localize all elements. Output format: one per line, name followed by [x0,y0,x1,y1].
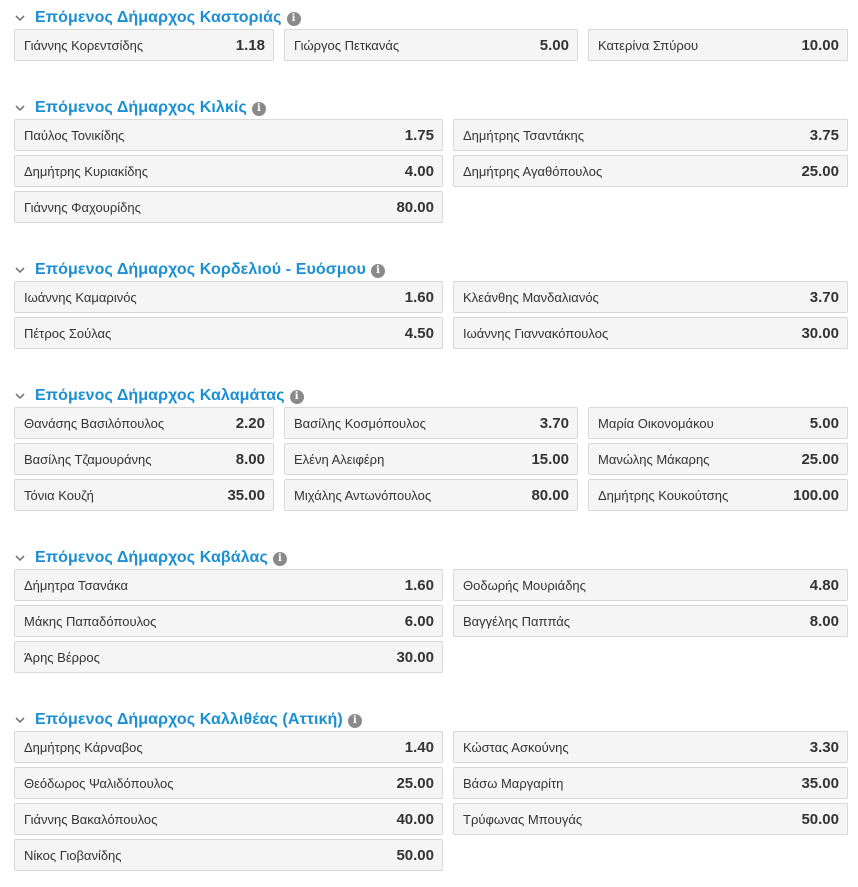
selection-button[interactable] [14,731,443,763]
selection-odds: 10.00 [801,36,839,54]
selection-odds: 3.70 [809,288,839,306]
selection-button[interactable] [14,29,274,61]
selection-name: Τόνια Κουζή [24,487,94,503]
selection-button[interactable] [284,443,578,475]
selection-name: Μαρία Οικονομάκου [598,415,714,431]
selection-button[interactable] [453,731,848,763]
selection-odds: 80.00 [396,198,434,216]
selection-name: Κατερίνα Σπύρου [598,37,699,53]
selection-odds: 30.00 [396,648,434,666]
selection-button[interactable] [14,443,274,475]
selection-odds: 15.00 [531,450,569,468]
selection-odds: 3.30 [809,738,839,756]
selection-button[interactable] [284,407,578,439]
selection-name: Κώστας Ασκούνης [463,739,569,755]
chevron-down-icon[interactable] [14,102,26,114]
selection-button[interactable] [453,803,848,835]
chevron-down-icon[interactable] [14,552,26,564]
selection-button[interactable] [14,605,443,637]
selection-button[interactable] [453,119,848,151]
chevron-down-icon[interactable] [14,714,26,726]
selection-odds: 25.00 [801,450,839,468]
selection-odds: 1.60 [404,576,434,594]
selection-button[interactable] [14,281,443,313]
market-header[interactable] [14,7,301,29]
selection-button[interactable] [588,479,848,511]
selection-button[interactable] [588,407,848,439]
selection-name: Άρης Βέρρος [24,649,100,665]
market-title: Επόμενος Δήμαρχος Καβάλας [35,549,268,566]
info-icon[interactable]: i [273,552,287,566]
selection-name: Μάκης Παπαδόπουλος [24,613,157,629]
selection-name: Ελένη Αλειφέρη [294,451,385,467]
market-title: Επόμενος Δήμαρχος Καλαμάτας [35,387,285,404]
market-title: Επόμενος Δήμαρχος Καστοριάς [35,9,282,26]
selection-button[interactable] [14,191,443,223]
selection-name: Δημήτρης Κουκούτσης [598,487,729,503]
selection-odds: 35.00 [227,486,265,504]
selection-odds: 50.00 [396,846,434,864]
info-icon[interactable]: i [371,264,385,278]
selection-odds: 30.00 [801,324,839,342]
selection-odds: 6.00 [404,612,434,630]
selection-button[interactable] [14,803,443,835]
selection-odds: 25.00 [396,774,434,792]
selection-button[interactable] [14,767,443,799]
selection-name: Δημήτρης Κάρναβος [24,739,143,755]
selection-odds: 100.00 [793,486,839,504]
selection-odds: 2.20 [235,414,265,432]
selection-odds: 80.00 [531,486,569,504]
chevron-down-icon[interactable] [14,264,26,276]
selection-button[interactable] [453,317,848,349]
selection-button[interactable] [14,317,443,349]
selection-name: Δημήτρης Αγαθόπουλος [463,163,603,179]
selection-button[interactable] [14,407,274,439]
selection-odds: 25.00 [801,162,839,180]
market-title: Επόμενος Δήμαρχος Κορδελιού - Ευόσμου [35,261,366,278]
selection-odds: 35.00 [801,774,839,792]
selection-odds: 4.00 [404,162,434,180]
selection-name: Γιάννης Βακαλόπουλος [24,811,158,827]
selection-button[interactable] [453,281,848,313]
selection-button[interactable] [453,155,848,187]
chevron-down-icon[interactable] [14,12,26,24]
selection-name: Μανώλης Μάκαρης [598,451,710,467]
info-icon[interactable]: i [348,714,362,728]
selection-odds: 40.00 [396,810,434,828]
selection-odds: 3.75 [809,126,839,144]
selection-name: Θεόδωρος Ψαλιδόπουλος [24,775,174,791]
selection-odds: 1.18 [235,36,265,54]
selection-odds: 4.80 [809,576,839,594]
selection-name: Γιώργος Πετκανάς [294,37,400,53]
selection-button[interactable] [588,443,848,475]
selection-name: Δημήτρης Κυριακίδης [24,163,148,179]
selection-button[interactable] [14,155,443,187]
selection-name: Βασίλης Τζαμουράνης [24,451,152,467]
selection-name: Νίκος Γιοβανίδης [24,847,122,863]
selection-button[interactable] [14,569,443,601]
selection-button[interactable] [284,29,578,61]
info-icon[interactable]: i [252,102,266,116]
selection-button[interactable] [14,839,443,871]
selection-button[interactable] [14,479,274,511]
selection-name: Θοδωρής Μουριάδης [463,577,586,593]
selection-odds: 4.50 [404,324,434,342]
selection-odds: 1.75 [404,126,434,144]
market-header[interactable] [14,709,362,731]
market-header[interactable] [14,97,266,119]
selection-name: Βαγγέλης Παππάς [463,613,571,629]
selection-odds: 3.70 [539,414,569,432]
selection-odds: 5.00 [809,414,839,432]
selection-name: Βασίλης Κοσμόπουλος [294,415,426,431]
selection-name: Βάσω Μαργαρίτη [463,775,564,791]
selection-name: Μιχάλης Αντωνόπουλος [294,487,432,503]
market-header[interactable] [14,259,385,281]
selection-button[interactable] [453,767,848,799]
selection-name: Τρύφωνας Μπουγάς [463,811,583,827]
selection-name: Δημήτρης Τσαντάκης [463,127,585,143]
market-header[interactable] [14,547,287,569]
selection-button[interactable] [14,641,443,673]
selection-odds: 1.60 [404,288,434,306]
market-title: Επόμενος Δήμαρχος Καλλιθέας (Αττική) [35,711,343,728]
info-icon[interactable]: i [290,390,304,404]
selection-name: Δήμητρα Τσανάκα [24,577,128,593]
market-header[interactable] [14,385,304,407]
selection-odds: 5.00 [539,36,569,54]
selection-button[interactable] [453,569,848,601]
selection-button[interactable] [588,29,848,61]
selection-odds: 8.00 [235,450,265,468]
selection-button[interactable] [453,605,848,637]
selection-button[interactable] [14,119,443,151]
selection-name: Ιωάννης Καμαρινός [24,289,137,305]
info-icon[interactable]: i [287,12,301,26]
selection-name: Πέτρος Σούλας [24,325,112,341]
market-title: Επόμενος Δήμαρχος Κιλκίς [35,99,247,116]
selection-odds: 8.00 [809,612,839,630]
selection-odds: 50.00 [801,810,839,828]
selection-name: Παύλος Τονικίδης [24,127,125,143]
selection-name: Γιάννης Φαχουρίδης [24,199,141,215]
selection-button[interactable] [284,479,578,511]
selection-name: Ιωάννης Γιαννακόπουλος [463,325,609,341]
selection-name: Κλεάνθης Μανδαλιανός [463,289,599,305]
chevron-down-icon[interactable] [14,390,26,402]
selection-name: Γιάννης Κορεντσίδης [24,37,144,53]
selection-odds: 1.40 [404,738,434,756]
selection-name: Θανάσης Βασιλόπουλος [24,415,165,431]
